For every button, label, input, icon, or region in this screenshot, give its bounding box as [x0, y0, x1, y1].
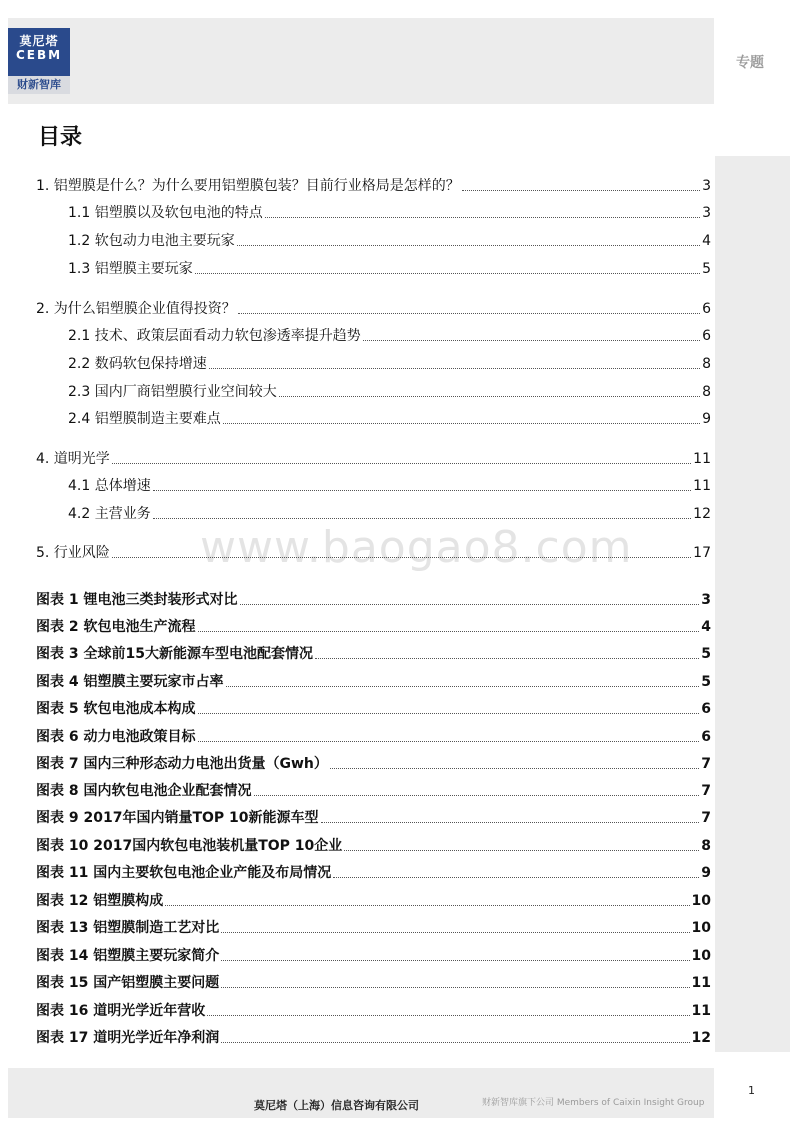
toc-entry-text: 5. 行业风险 [36, 545, 110, 561]
figure-entry-page: 12 [691, 1030, 711, 1046]
figure-entry-text: 图表 14 铝塑膜主要玩家简介 [36, 948, 220, 964]
figure-entry[interactable] [36, 751, 711, 773]
figure-entry-text: 图表 9 2017年国内销量TOP 10新能源车型 [36, 810, 319, 826]
toc-entry[interactable] [68, 323, 711, 345]
figure-entry-text: 图表 15 国产铝塑膜主要问题 [36, 975, 220, 991]
dot-leader [221, 987, 689, 988]
figure-entry-page: 5 [701, 646, 711, 662]
figure-entry-text: 图表 11 国内主要软包电池企业产能及布局情况 [36, 865, 332, 881]
figure-entry[interactable] [36, 888, 711, 910]
dot-leader [153, 490, 691, 491]
figure-entry-text: 图表 7 国内三种形态动力电池出货量（Gwh） [36, 756, 328, 772]
toc-entry-page: 3 [702, 205, 711, 221]
figure-entry-page: 8 [701, 838, 711, 854]
figure-entry-page: 11 [691, 975, 711, 991]
figure-entry-text: 图表 3 全球前15大新能源车型电池配套情况 [36, 646, 313, 662]
header-band [8, 18, 714, 104]
dot-leader [223, 423, 700, 424]
figure-entry-page: 10 [691, 893, 711, 909]
dot-leader [221, 960, 689, 961]
figure-entry-page: 9 [701, 865, 711, 881]
figure-entry[interactable] [36, 641, 711, 663]
toc-entry[interactable] [68, 351, 711, 373]
toc-entry-page: 8 [702, 356, 711, 372]
toc-entry-page: 4 [702, 233, 711, 249]
figure-entry[interactable] [36, 915, 711, 937]
dot-leader [363, 340, 700, 341]
toc-entry[interactable] [68, 473, 711, 495]
figure-entry-text: 图表 2 软包电池生产流程 [36, 619, 196, 635]
figure-entry-text: 图表 10 2017国内软包电池装机量TOP 10企业 [36, 838, 343, 854]
figure-entry-page: 6 [701, 701, 711, 717]
toc-entry-text: 2.2 数码软包保持增速 [68, 356, 207, 372]
toc-entry-page: 6 [702, 301, 711, 317]
dot-leader [330, 768, 699, 769]
figure-entry[interactable] [36, 614, 711, 636]
dot-leader [198, 631, 700, 632]
figure-entry-page: 6 [701, 729, 711, 745]
toc-entry[interactable] [68, 406, 711, 428]
toc-entry-text: 2. 为什么铝塑膜企业值得投资？ [36, 301, 236, 317]
figure-entry[interactable] [36, 1025, 711, 1047]
toc-entry-text: 1.1 铝塑膜以及软包电池的特点 [68, 205, 263, 221]
dot-leader [238, 313, 700, 314]
company-logo [8, 28, 70, 94]
figure-entry-page: 7 [701, 756, 711, 772]
figure-entry-text: 图表 17 道明光学近年净利润 [36, 1030, 220, 1046]
toc-entry-text: 2.3 国内厂商铝塑膜行业空间较大 [68, 384, 277, 400]
figure-entry-text: 图表 1 锂电池三类封装形式对比 [36, 592, 238, 608]
dot-leader [195, 273, 700, 274]
footer-company-name: 莫尼塔（上海）信息咨询有限公司 [254, 1099, 419, 1112]
toc-entry[interactable] [68, 200, 711, 222]
dot-leader [462, 190, 700, 191]
side-band [715, 156, 790, 1052]
figure-entry[interactable] [36, 669, 711, 691]
figure-entry-page: 4 [701, 619, 711, 635]
figure-entry-text: 图表 8 国内软包电池企业配套情况 [36, 783, 252, 799]
toc-entry-text: 1.2 软包动力电池主要玩家 [68, 233, 235, 249]
toc-entry-page: 17 [693, 545, 711, 561]
figure-entry[interactable] [36, 696, 711, 718]
figure-entry[interactable] [36, 805, 711, 827]
toc-entry-page: 9 [702, 411, 711, 427]
dot-leader [315, 658, 699, 659]
dot-leader [112, 557, 691, 558]
dot-leader [321, 822, 700, 823]
toc-entry[interactable] [36, 296, 711, 318]
dot-leader [344, 850, 699, 851]
logo-line-2: CEBM [15, 48, 63, 62]
footer-member-note: 财新智库旗下公司 Members of Caixin Insight Group [482, 1098, 705, 1108]
figure-entry-text: 图表 5 软包电池成本构成 [36, 701, 196, 717]
dot-leader [221, 932, 689, 933]
page-number: 1 [748, 1084, 755, 1097]
logo-line-1: 莫尼塔 [19, 34, 59, 48]
dot-leader [165, 905, 689, 906]
figure-entry-text: 图表 12 铝塑膜构成 [36, 893, 164, 909]
dot-leader [226, 686, 700, 687]
watermark: www.baogao8.com [200, 522, 633, 573]
toc-entry-text: 4.1 总体增速 [68, 478, 151, 494]
figure-entry-page: 7 [701, 810, 711, 826]
figure-entry[interactable] [36, 778, 711, 800]
figure-entry-page: 10 [691, 948, 711, 964]
figure-entry-text: 图表 4 铝塑膜主要玩家市占率 [36, 674, 224, 690]
figure-entry-text: 图表 6 动力电池政策目标 [36, 729, 196, 745]
toc-entry[interactable] [36, 540, 711, 562]
toc-entry-text: 2.1 技术、政策层面看动力软包渗透率提升趋势 [68, 328, 361, 344]
toc-entry-page: 3 [702, 178, 711, 194]
dot-leader [279, 396, 700, 397]
toc-entry-text: 1.3 铝塑膜主要玩家 [68, 261, 193, 277]
dot-leader [254, 795, 700, 796]
figure-entry-page: 11 [691, 1003, 711, 1019]
logo-line-3: 财新智库 [8, 76, 70, 94]
toc-entry-text: 4. 道明光学 [36, 451, 110, 467]
figure-entry[interactable] [36, 724, 711, 746]
toc-entry[interactable] [68, 256, 711, 278]
toc-entry[interactable] [68, 379, 711, 401]
toc-title: 目录 [38, 125, 83, 150]
dot-leader [333, 877, 699, 878]
toc-entry[interactable] [36, 446, 711, 468]
dot-leader [209, 368, 700, 369]
toc-entry-text: 1. 铝塑膜是什么？为什么要用铝塑膜包装？目前行业格局是怎样的？ [36, 178, 460, 194]
toc-entry-text: 2.4 铝塑膜制造主要难点 [68, 411, 221, 427]
toc-entry-page: 11 [693, 478, 711, 494]
toc-entry-page: 12 [693, 506, 711, 522]
toc-entry[interactable] [36, 173, 711, 195]
figure-entry[interactable] [36, 970, 711, 992]
dot-leader [153, 518, 691, 519]
figure-entry[interactable] [36, 943, 711, 965]
figure-entry[interactable] [36, 587, 711, 609]
figure-entry[interactable] [36, 998, 711, 1020]
figure-entry[interactable] [36, 860, 711, 882]
toc-entry-text: 4.2 主营业务 [68, 506, 151, 522]
figure-entry-text: 图表 13 铝塑膜制造工艺对比 [36, 920, 220, 936]
figure-entry-page: 3 [701, 592, 711, 608]
toc-entry-page: 6 [702, 328, 711, 344]
toc-entry-page: 11 [693, 451, 711, 467]
dot-leader [207, 1015, 689, 1016]
dot-leader [265, 217, 700, 218]
figure-entry[interactable] [36, 833, 711, 855]
toc-entry[interactable] [68, 501, 711, 523]
toc-entry[interactable] [68, 228, 711, 250]
dot-leader [112, 463, 691, 464]
toc-entry-page: 5 [702, 261, 711, 277]
dot-leader [221, 1042, 689, 1043]
toc-entry-page: 8 [702, 384, 711, 400]
dot-leader [198, 713, 700, 714]
report-type-tag: 专题 [736, 55, 764, 71]
figure-entry-text: 图表 16 道明光学近年营收 [36, 1003, 206, 1019]
figure-entry-page: 10 [691, 920, 711, 936]
figure-entry-page: 5 [701, 674, 711, 690]
dot-leader [240, 604, 700, 605]
dot-leader [237, 245, 700, 246]
figure-entry-page: 7 [701, 783, 711, 799]
dot-leader [198, 741, 700, 742]
